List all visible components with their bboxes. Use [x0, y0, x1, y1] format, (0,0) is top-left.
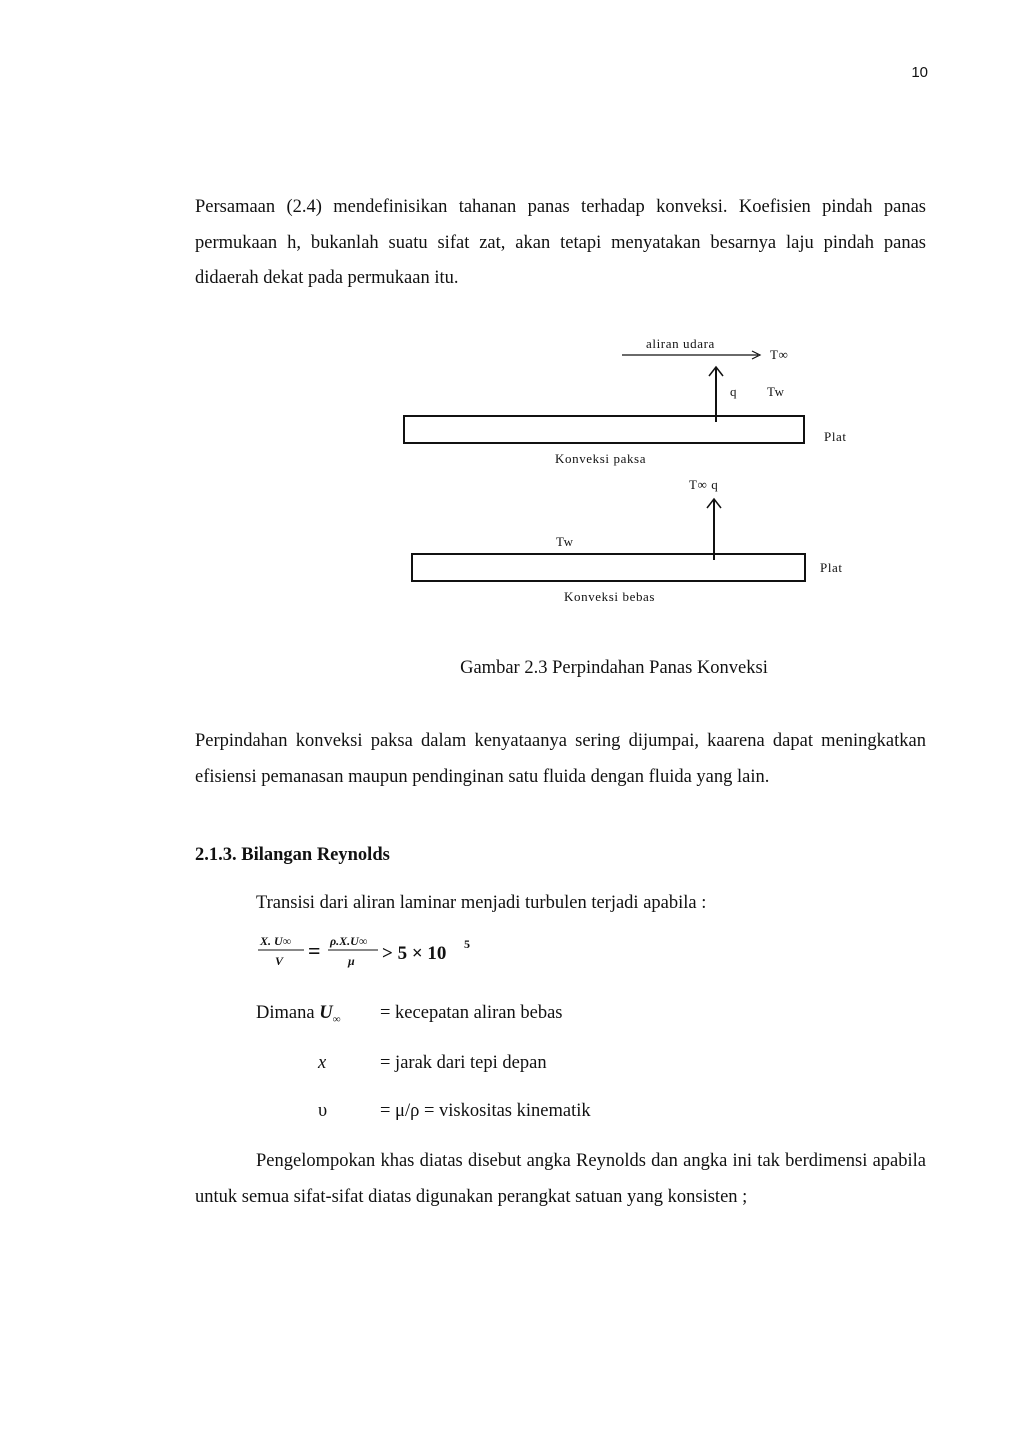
t-infinity-label: T∞ [770, 347, 789, 362]
page-number: 10 [911, 64, 928, 81]
free-plate [412, 554, 805, 581]
reynolds-formula [258, 930, 498, 980]
paragraph-reynolds: Pengelompokan khas diatas disebut angka Reynolds dan angka ini tak berdimensi apabila untuk semua sifat-sifat diatas digunakan perangkat satuan yang konsisten ; [195, 1151, 926, 1207]
free-convection-title: Konveksi bebas [564, 589, 656, 604]
formula-equals: = [308, 938, 321, 963]
paragraph-intro: Persamaan (2.4) mendefinisikan tahanan panas terhadap konveksi. Koefisien pindah panas permukaan h, bukanlah suatu sifat zat, akan tetapi menyatakan besarnya laju pindah panas didaerah dekat pada permukaan itu. [195, 197, 926, 288]
x-symbol: x [318, 1053, 327, 1073]
paragraph-forced-convection: Perpindahan konveksi paksa dalam kenyataanya sering dijumpai, kaarena dapat meningkatkan efisiensi pemanasan maupun pendinginan satu fluida dengan fluida yang lain. [195, 731, 926, 787]
formula-denominator-1: V [275, 954, 284, 968]
q-label: q [730, 384, 738, 399]
forced-convection-title: Konveksi paksa [555, 451, 647, 466]
flow-label: aliran udara [646, 336, 715, 351]
formula-exponent: 5 [464, 937, 470, 951]
formula-rhs: > 5 × 10 [382, 943, 447, 964]
formula-denominator-2: μ [348, 954, 355, 968]
free-plate-label: Plat [820, 560, 843, 575]
t-infinity-q-label: T∞ q [689, 477, 719, 492]
free-tw-label: Tw [556, 534, 574, 549]
formula-numerator-1: X. U∞ [260, 934, 292, 948]
definition-v-desc: = μ/ρ = viskositas kinematik [380, 1101, 591, 1121]
forced-plate [404, 416, 804, 443]
definition-u-desc: = kecepatan aliran bebas [380, 1003, 563, 1023]
convection-diagram [400, 330, 870, 615]
definition-u [256, 1003, 340, 1026]
definition-lead: Dimana [256, 1003, 315, 1023]
u-infinity-symbol: $U_\infty$ [319, 1003, 341, 1026]
tw-label: Tw [767, 384, 785, 399]
formula-numerator-2: ρ.X.U∞ [330, 934, 368, 948]
definition-x-desc: = jarak dari tepi depan [380, 1053, 547, 1073]
plate-label: Plat [824, 429, 847, 444]
section-heading: 2.1.3. Bilangan Reynolds [195, 845, 390, 865]
upsilon-symbol: υ [318, 1101, 328, 1121]
figure-caption: Gambar 2.3 Perpindahan Panas Konveksi [460, 658, 768, 678]
transition-intro: Transisi dari aliran laminar menjadi turbulen terjadi apabila : [256, 893, 707, 913]
